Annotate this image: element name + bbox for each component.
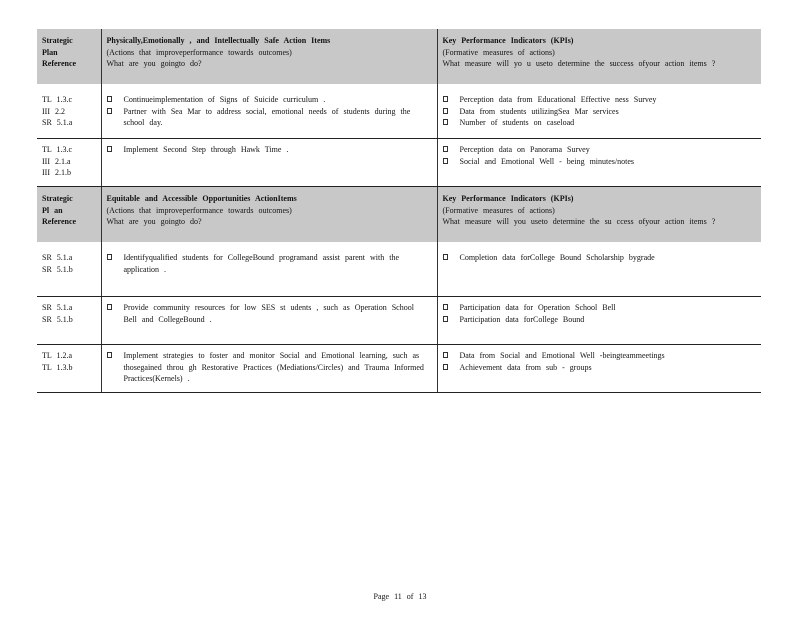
table-row bbox=[37, 139, 761, 187]
action-items-cell bbox=[101, 139, 437, 187]
kpi-text: Participation data forCollege Bound bbox=[459, 314, 585, 324]
list-item bbox=[107, 252, 432, 275]
kpi-cell bbox=[437, 345, 761, 393]
plan-reference-code: III 2.2 bbox=[42, 106, 65, 116]
kpi-subtitle: (Formative measures of actions) bbox=[442, 205, 555, 215]
checkbox-bullet-icon bbox=[443, 364, 448, 370]
checkbox-bullet-icon bbox=[443, 316, 448, 322]
kpi-cell bbox=[437, 297, 761, 345]
action-items-question: What are you goingto do? bbox=[106, 59, 202, 68]
kpi-text: Data from Social and Emotional Well -beingteammeetings bbox=[459, 351, 665, 360]
plan-reference-cell bbox=[37, 345, 101, 393]
kpi-text: Participation data for Operation School Bell bbox=[459, 303, 616, 312]
section-header-row bbox=[37, 29, 761, 84]
action-items-list bbox=[107, 252, 432, 275]
action-items-question: What are you goingto do? bbox=[106, 217, 202, 226]
checkbox-bullet-icon bbox=[107, 352, 112, 358]
strategic-plan-reference-header bbox=[37, 187, 101, 243]
kpi-list bbox=[443, 252, 757, 264]
plan-reference-cell bbox=[37, 84, 101, 139]
checkbox-bullet-icon bbox=[443, 254, 448, 260]
action-items-cell bbox=[101, 84, 437, 139]
kpi-cell bbox=[437, 242, 761, 297]
header-ref-label-line: Pl an bbox=[42, 205, 63, 215]
action-item-text: Provide community resources for low SES st udents , such as Operation School Bell and CollegeBound . bbox=[123, 303, 414, 324]
kpi-text: Perception data on Panorama Survey bbox=[459, 145, 590, 154]
action-plan-table bbox=[37, 29, 761, 393]
action-items-cell bbox=[101, 242, 437, 297]
plan-reference-cell bbox=[37, 297, 101, 345]
kpi-text: Perception data from Educational Effective ness Survey bbox=[459, 95, 657, 104]
action-items-list bbox=[107, 302, 432, 325]
action-items-list bbox=[107, 144, 432, 156]
list-item bbox=[107, 94, 432, 106]
header-ref-label-line: Strategic bbox=[42, 194, 73, 203]
action-items-list bbox=[107, 94, 432, 129]
checkbox-bullet-icon bbox=[107, 108, 112, 114]
list-item bbox=[443, 144, 757, 156]
action-items-subtitle: (Actions that improveperformance towards outcomes) bbox=[106, 205, 292, 215]
action-item-text: Identifyqualified students for CollegeBound programand assist parent with the application . bbox=[123, 253, 399, 274]
action-items-cell bbox=[101, 345, 437, 393]
plan-reference-code: SR 5.1.a bbox=[42, 118, 73, 127]
kpi-header bbox=[437, 29, 761, 84]
action-items-header bbox=[101, 29, 437, 84]
list-item bbox=[443, 252, 757, 264]
header-ref-label-line: Plan bbox=[42, 47, 58, 57]
list-item bbox=[443, 117, 757, 129]
kpi-text: Data from students utilizingSea Mar services bbox=[459, 106, 619, 116]
list-item bbox=[443, 156, 757, 168]
list-item bbox=[107, 106, 432, 129]
plan-reference-code: III 2.1.b bbox=[42, 168, 71, 177]
action-item-text: Partner with Sea Mar to address social, emotional needs of students during the school day. bbox=[123, 106, 411, 127]
kpi-text: Social and Emotional Well - being minutes/notes bbox=[459, 156, 635, 166]
plan-reference-code: TL 1.2.a bbox=[42, 351, 73, 360]
table-row bbox=[37, 345, 761, 393]
list-item bbox=[443, 350, 757, 362]
action-item-text: Implement strategies to foster and monitor Social and Emotional learning, such as thosegained throu gh Restorative Practices (Mediations/Circles) and Trauma Informed Practices(Kernels) . bbox=[123, 351, 424, 383]
kpi-cell bbox=[437, 139, 761, 187]
checkbox-bullet-icon bbox=[443, 158, 448, 164]
kpi-title: Key Performance Indicators (KPIs) bbox=[442, 194, 574, 203]
list-item bbox=[107, 350, 432, 385]
kpi-list bbox=[443, 94, 757, 129]
plan-reference-code: SR 5.1.b bbox=[42, 314, 73, 324]
kpi-list bbox=[443, 350, 757, 373]
kpi-text: Completion data forCollege Bound Scholarship bygrade bbox=[459, 253, 655, 262]
checkbox-bullet-icon bbox=[107, 304, 112, 310]
plan-reference-cell bbox=[37, 242, 101, 297]
action-items-title: Physically,Emotionally , and Intellectually Safe Action Items bbox=[106, 36, 331, 45]
checkbox-bullet-icon bbox=[107, 254, 112, 260]
table-row bbox=[37, 297, 761, 345]
plan-reference-cell bbox=[37, 139, 101, 187]
list-item bbox=[443, 106, 757, 118]
strategic-plan-reference-header bbox=[37, 29, 101, 84]
list-item bbox=[443, 314, 757, 326]
kpi-list bbox=[443, 302, 757, 325]
checkbox-bullet-icon bbox=[443, 108, 448, 114]
plan-reference-code: TL 1.3.b bbox=[42, 362, 73, 372]
checkbox-bullet-icon bbox=[443, 352, 448, 358]
checkbox-bullet-icon bbox=[107, 146, 112, 152]
action-items-subtitle: (Actions that improveperformance towards outcomes) bbox=[106, 47, 292, 57]
table-row bbox=[37, 242, 761, 297]
kpi-title: Key Performance Indicators (KPIs) bbox=[442, 36, 574, 45]
list-item bbox=[443, 302, 757, 314]
kpi-text: Number of students on caseload bbox=[459, 118, 575, 127]
header-ref-label-line: Reference bbox=[42, 217, 77, 226]
plan-reference-code: SR 5.1.b bbox=[42, 264, 73, 274]
list-item bbox=[443, 94, 757, 106]
section-header-row bbox=[37, 187, 761, 243]
kpi-question: What measure will yo u useto determine the success ofyour action items ? bbox=[442, 59, 716, 68]
kpi-cell bbox=[437, 84, 761, 139]
plan-reference-code: TL 1.3.c bbox=[42, 145, 73, 154]
list-item bbox=[107, 144, 432, 156]
plan-reference-code: TL 1.3.c bbox=[42, 95, 73, 104]
checkbox-bullet-icon bbox=[443, 146, 448, 152]
plan-reference-code: SR 5.1.a bbox=[42, 303, 73, 312]
action-item-text: Implement Second Step through Hawk Time . bbox=[123, 145, 289, 154]
kpi-text: Achievement data from sub - groups bbox=[459, 362, 592, 372]
action-items-list bbox=[107, 350, 432, 385]
checkbox-bullet-icon bbox=[443, 119, 448, 125]
checkbox-bullet-icon bbox=[443, 304, 448, 310]
header-ref-label-line: Reference bbox=[42, 59, 77, 68]
action-items-cell bbox=[101, 297, 437, 345]
checkbox-bullet-icon bbox=[443, 96, 448, 102]
list-item bbox=[443, 362, 757, 374]
kpi-subtitle: (Formative measures of actions) bbox=[442, 47, 555, 57]
plan-reference-code: III 2.1.a bbox=[42, 156, 71, 166]
plan-reference-code: SR 5.1.a bbox=[42, 253, 73, 262]
action-items-header bbox=[101, 187, 437, 243]
kpi-list bbox=[443, 144, 757, 167]
list-item bbox=[107, 302, 432, 325]
kpi-header bbox=[437, 187, 761, 243]
action-item-text: Continueimplementation of Signs of Suicide curriculum . bbox=[123, 95, 326, 104]
checkbox-bullet-icon bbox=[107, 96, 112, 102]
page-number: Page 11 of 13 bbox=[373, 592, 427, 601]
action-items-title: Equitable and Accessible Opportunities ActionItems bbox=[106, 194, 297, 203]
kpi-question: What measure will you useto determine the su ccess ofyour action items ? bbox=[442, 217, 716, 226]
table-row bbox=[37, 84, 761, 139]
header-ref-label-line: Strategic bbox=[42, 36, 73, 45]
